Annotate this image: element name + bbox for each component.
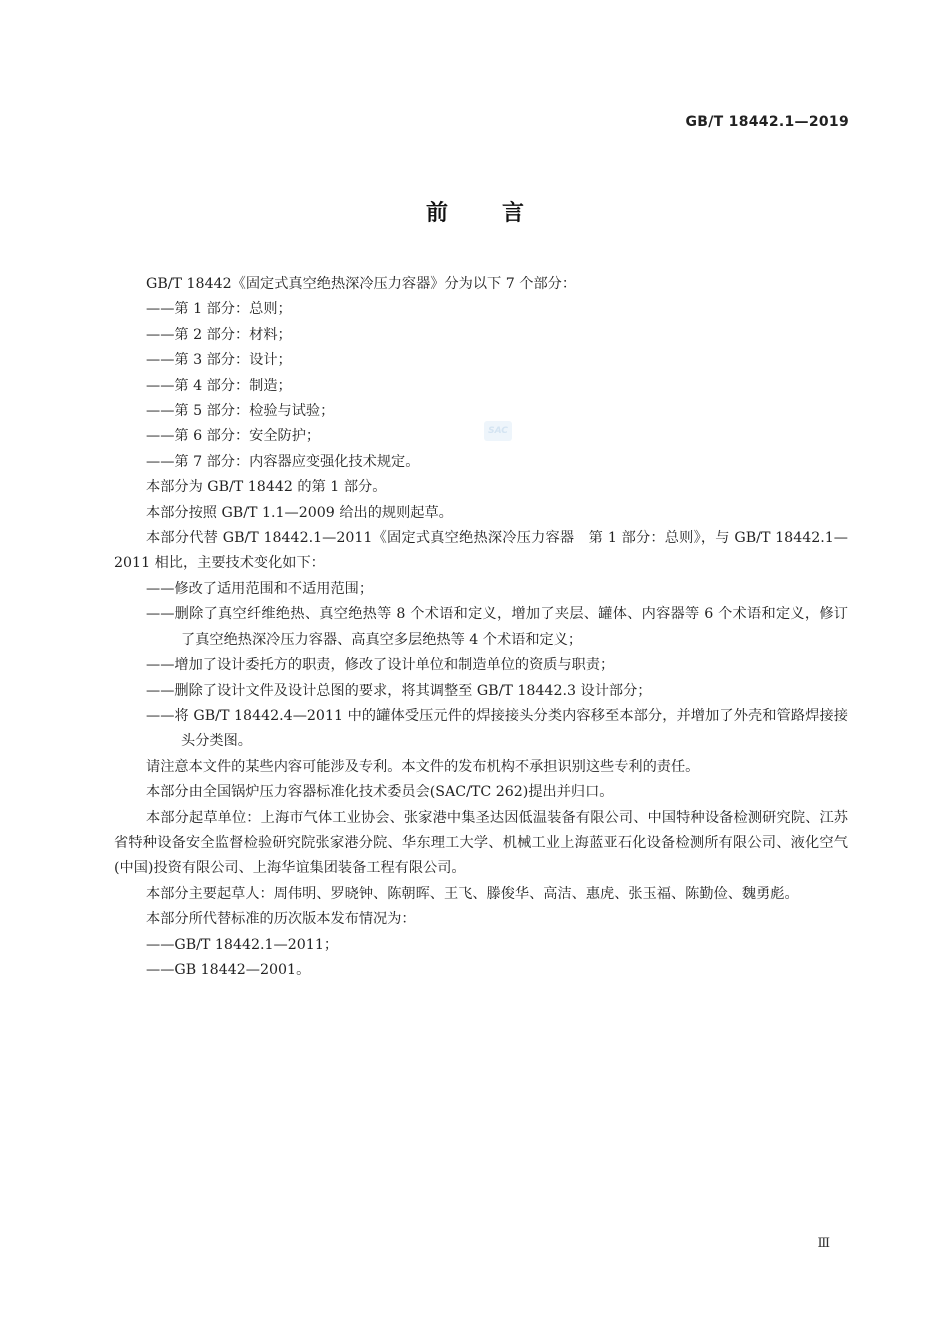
- list-item: ——将 GB/T 18442.4—2011 中的罐体受压元件的焊接接头分类内容移至本部分，并增加了外壳和管路焊接接头分类图。: [146, 707, 848, 750]
- paragraph: 本部分按照 GB/T 1.1—2009 给出的规则起草。: [146, 504, 453, 521]
- list-item: ——增加了设计委托方的职责，修改了设计单位和制造单位的资质与职责；: [146, 657, 615, 674]
- list-item: ——第 5 部分：检验与试验；: [146, 403, 335, 420]
- list-item: ——删除了真空纤维绝热、真空绝热等 8 个术语和定义，增加了夹层、罐体、内容器等 6 个术语和定义，修订了真空绝热深冷压力容器、高真空多层绝热等 4 个术语和定义；: [146, 606, 848, 648]
- paragraph: 本部分起草单位：上海市气体工业协会、张家港中集圣达因低温装备有限公司、中国特种设备检测研究院、江苏省特种设备安全监督检验研究院张家港分院、华东理工大学、机械工业上海蓝亚石化设备检测所有限公司、液化空气(中国)投资有限公司、上海华谊集团装备工程有限公司。: [114, 809, 848, 877]
- list-item: ——修改了适用范围和不适用范围；: [146, 580, 374, 597]
- standard-code: GB/T 18442.1—2019: [685, 114, 849, 130]
- list-item: ——第 4 部分：制造；: [146, 377, 292, 394]
- list-item: ——第 3 部分：设计；: [146, 352, 292, 369]
- paragraph: GB/T 18442《固定式真空绝热深冷压力容器》分为以下 7 个部分：: [146, 276, 577, 292]
- list-item: ——第 1 部分：总则；: [146, 301, 292, 318]
- page-number: Ⅲ: [817, 1236, 830, 1251]
- paragraph: 本部分由全国锅炉压力容器标准化技术委员会(SAC/TC 262)提出并归口。: [146, 784, 614, 801]
- list-item: ——第 6 部分：安全防护；: [146, 428, 321, 445]
- document-body: [114, 272, 848, 983]
- list-item: ——删除了设计文件及设计总图的要求，将其调整至 GB/T 18442.3 设计部分；: [146, 682, 652, 699]
- paragraph: 本部分所代替标准的历次版本发布情况为：: [146, 911, 416, 928]
- list-item: ——GB 18442—2001。: [146, 961, 311, 978]
- paragraph: 请注意本文件的某些内容可能涉及专利。本文件的发布机构不承担识别这些专利的责任。: [146, 758, 700, 775]
- paragraph: 本部分主要起草人：周伟明、罗晓钟、陈朝晖、王飞、滕俊华、高洁、惠虎、张玉福、陈勤俭、魏勇彪。: [146, 885, 799, 902]
- sac-watermark-logo: SAC: [484, 421, 512, 441]
- list-item: ——第 2 部分：材料；: [146, 326, 292, 343]
- paragraph: 本部分为 GB/T 18442 的第 1 部分。: [146, 479, 387, 496]
- page-title: 前言: [425, 201, 578, 226]
- list-item: ——GB/T 18442.1—2011；: [146, 936, 339, 953]
- list-item: ——第 7 部分：内容器应变强化技术规定。: [146, 453, 420, 470]
- paragraph: 本部分代替 GB/T 18442.1—2011《固定式真空绝热深冷压力容器 第 1 部分：总则》，与 GB/T 18442.1—2011 相比，主要技术变化如下：: [114, 530, 848, 572]
